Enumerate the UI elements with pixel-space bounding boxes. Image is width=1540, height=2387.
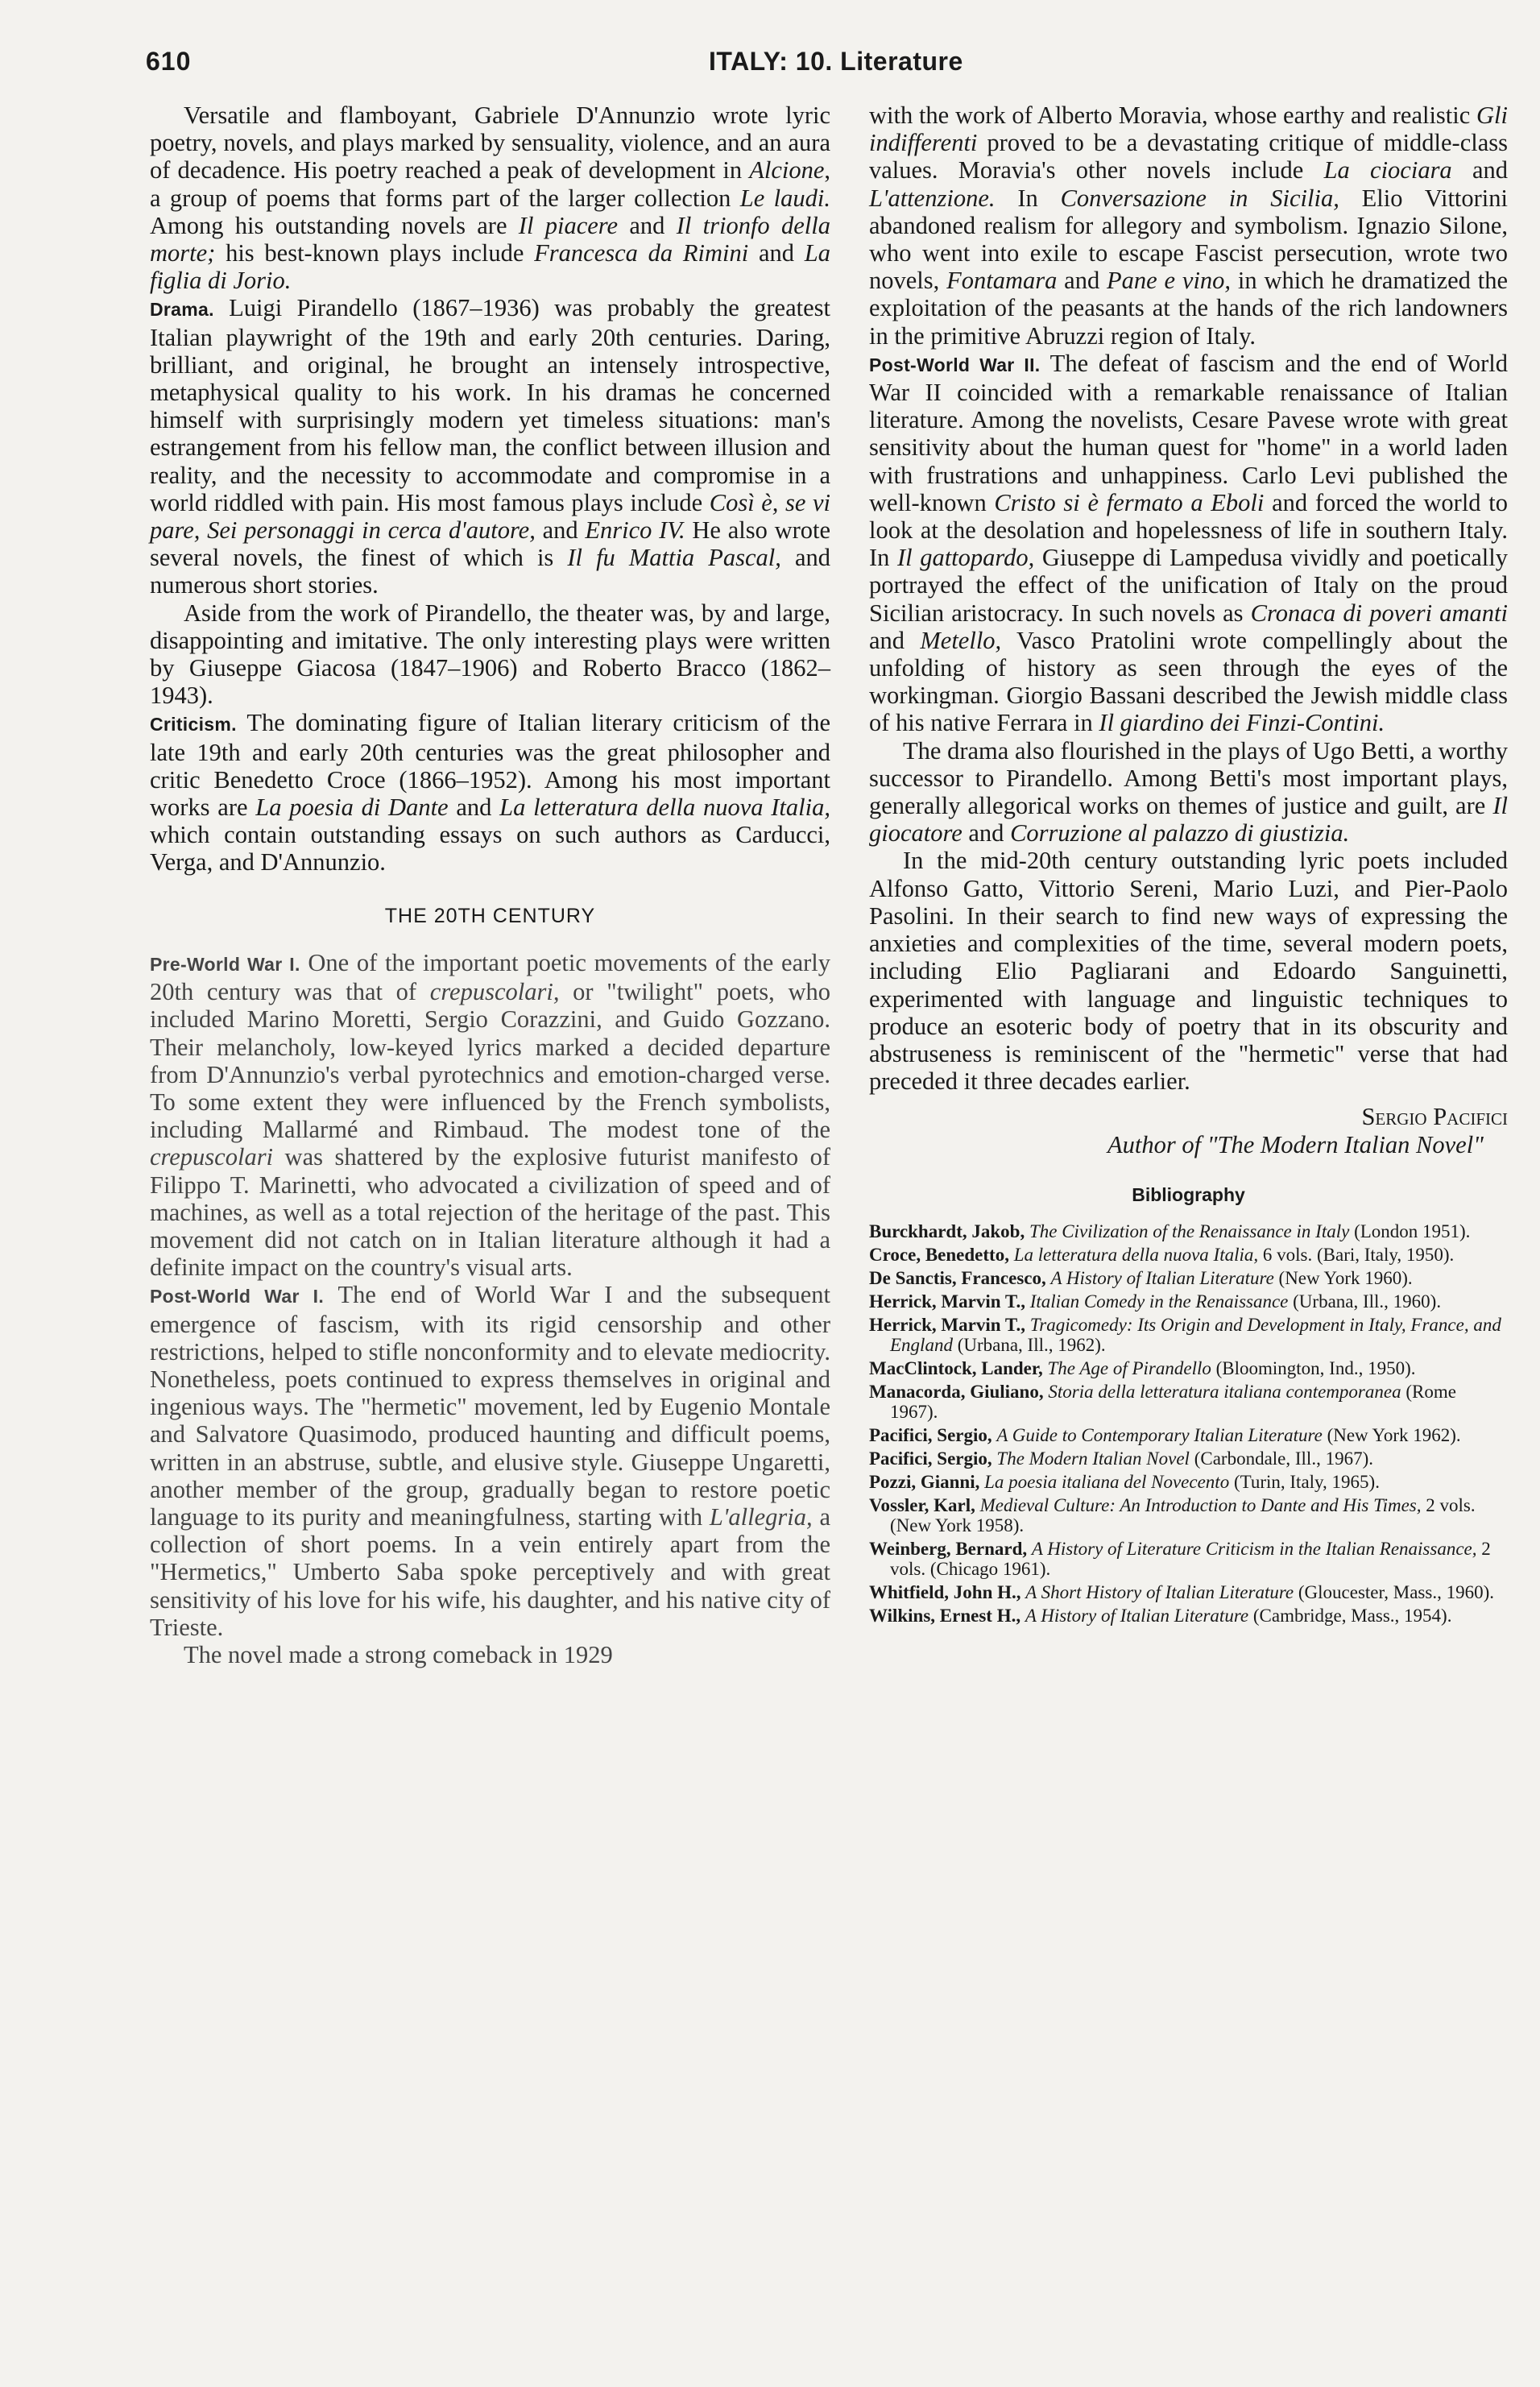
article-author: Sergio Pacifici (1361, 1103, 1508, 1131)
article-author-role: Author of "The Modern Italian Novel" (1107, 1130, 1484, 1158)
bibliography-entry: Manacorda, Giuliano, Storia della letteratura italiana contemporanea (Rome 1967). (869, 1381, 1456, 1422)
bibliography-entry: Herrick, Marvin T., Tragicomedy: Its Origin and Development in Italy, France, and England (Urbana, Ill., 1962). (869, 1314, 1501, 1355)
paragraph-theater: Aside from the work of Pirandello, the theater was, by and large, disappointing and imitative. The only interesting plays were written by Giuseppe Giacosa (1847–1906) and Roberto Bracco (1862–1943). (150, 599, 830, 710)
bibliography-entry: Pacifici, Sergio, A Guide to Contemporary Italian Literature (New York 1962). (869, 1424, 1461, 1445)
paragraph-post-world-war-ii: Post-World War II. The defeat of fascism and the end of World War II coincided with a remarkable renaissance of Italian literature. Among the novelists, Cesare Pavese wrote with great sensitivity about the human quest for "home" in a world laden with frustrations and unhappiness. Carlo Levi published the well-known Cristo si è fermato a Eboli and forced the world to look at the desolation and hopelessness of life in southern Italy. In Il gattopardo, Giuseppe di Lampedusa vividly and poetically portrayed the effect of the unification of Italy on the proud Sicilian aristocracy. In such novels as Cronaca di poveri amanti and Metello, Vasco Pratolini wrote compellingly about the unfolding of history as seen through the eyes of the workingman. Giorgio Bassani described the Jewish middle class of his native Ferrara in Il giardino dei Finzi-Contini. (869, 349, 1508, 737)
bibliography-entry: Croce, Benedetto, La letteratura della nuova Italia, 6 vols. (Bari, Italy, 1950). (869, 1244, 1455, 1265)
paragraph-novel-comeback: The novel made a strong comeback in 1929 (184, 1640, 613, 1668)
paragraph-pre-world-war-i: Pre-World War I. One of the important poetic movements of the early 20th century was that of crepuscolari, or "twilight" poets, who included Marino Moretti, Sergio Corazzini, and Guido Gozzano. Their melancholy, low-keyed lyrics marked a decided departure from D'Annunzio's verbal pyrotechnics and emotion-charged verse. To some extent they were influenced by the French symbolists, including Mallarmé and Rimbaud. The modest tone of the crepuscolari was shattered by the explosive futurist manifesto of Filippo T. Marinetti, who advocated a civilization of speed and of machines, as well as a total rejection of the heritage of the past. This movement did not catch on in Italian literature although it had a definite impact on the country's visual arts. (150, 948, 830, 1282)
paragraph-lyric-poets: In the mid-20th century outstanding lyric poets included Alfonso Gatto, Vittorio Sereni, Mario Luzi, and Pier-Paolo Pasolini. In their search to find new ways of expressing the anxieties and complexities of the time, several modern poets, including Elio Pagliarani and Edoardo Sanguinetti, experimented with language and linguistic techniques to produce an esoteric body of poetry that in its obscurity and abstruseness is reminiscent of the "hermetic" verse that had preceded it three decades earlier. (869, 847, 1508, 1096)
paragraph-drama: Drama. Luigi Pirandello (1867–1936) was probably the greatest Italian playwright of the 19th and early 20th centuries. Daring, brilliant, and original, he brought an intensely introspective, metaphysical quality to his work. In his dramas he concerned himself with surprisingly modern yet timeless situations: man's estrangement from his fellow man, the conflict between illusion and reality, and the necessity to accommodate and compromise in a world riddled with pain. His most famous plays include Così è, se vi pare, Sei personaggi in cerca d'autore, and Enrico IV. He also wrote several novels, the finest of which is Il fu Mattia Pascal, and numerous short stories. (150, 294, 831, 599)
section-title-20th-century: THE 20TH CENTURY (384, 904, 596, 927)
bibliography-entry: Pozzi, Gianni, La poesia italiana del Novecento (Turin, Italy, 1965). (869, 1471, 1380, 1492)
subhead-criticism: Criticism. (150, 714, 237, 736)
subhead-pre-world-war-i: Pre-World War I. (150, 953, 300, 975)
bibliography-title: Bibliography (1132, 1183, 1245, 1205)
bibliography-entry: Weinberg, Bernard, A History of Literature Criticism in the Italian Renaissance, 2 vols. (Chicago 1961). (869, 1538, 1491, 1579)
paragraph-criticism: Criticism. The dominating figure of Italian literary criticism of the late 19th and early 20th centuries was the great philosopher and critic Benedetto Croce (1866–1952). Among his most important works are La poesia di Dante and La letteratura della nuova Italia, which contain outstanding essays on such authors as Carducci, Verga, and D'Annunzio. (150, 709, 830, 876)
right-column (869, 102, 1508, 1629)
left-column (150, 102, 830, 1668)
bibliography-entry: Vossler, Karl, Medieval Culture: An Introduction to Dante and His Times, 2 vols. (New York 1958). (869, 1494, 1476, 1535)
paragraph-post-world-war-i: Post-World War I. The end of World War I and the subsequent emergence of fascism, with its rigid censorship and other restrictions, helped to stifle nonconformity and to elevate mediocrity. Nonetheless, poets continued to express themselves in original and ingenious ways. The "hermetic" movement, led by Eugenio Montale and Salvatore Quasimodo, produced haunting and difficult poems, written in an abstruse, subtle, and elusive style. Giuseppe Ungaretti, another member of the group, gradually began to restore poetic language to its purity and meaningfulness, starting with L'allegria, a collection of short poems. In a vein entirely apart from the "Hermetics," Umberto Saba spoke perceptively and with great sensitivity of his love for his wife, his daughter, and his native city of Trieste. (150, 1281, 831, 1641)
subhead-post-world-war-i: Post-World War I. (150, 1286, 325, 1307)
subhead-drama: Drama. (150, 299, 214, 321)
bibliography-entry: Whitfield, John H., A Short History of Italian Literature (Gloucester, Mass., 1960). (869, 1581, 1494, 1602)
bibliography-entry: Herrick, Marvin T., Italian Comedy in the Renaissance (Urbana, Ill., 1960). (869, 1291, 1442, 1312)
subhead-post-world-war-ii: Post-World War II. (869, 354, 1041, 375)
paragraph-drama-betti: The drama also flourished in the plays of Ugo Betti, a worthy successor to Pirandello. Among Betti's most important plays, generally allegorical works on themes of justice and guilt, are Il giocatore and Corruzione al palazzo di giustizia. (869, 736, 1508, 847)
running-title: ITALY: 10. Literature (709, 47, 963, 76)
paragraph-dannunzio: Versatile and flamboyant, Gabriele D'Annunzio wrote lyric poetry, novels, and plays marked by sensuality, violence, and an aura of decadence. His poetry reached a peak of development in Alcione, a group of poems that forms part of the larger collection Le laudi. Among his outstanding novels are Il piacere and Il trionfo della morte; his best-known plays include Francesca da Rimini and La figlia di Jorio. (150, 102, 831, 295)
bibliography-list (869, 1221, 1508, 1626)
bibliography-entry: Burckhardt, Jakob, The Civilization of the Renaissance in Italy (London 1951). (869, 1220, 1471, 1241)
bibliography-entry: De Sanctis, Francesco, A History of Italian Literature (New York 1960). (869, 1267, 1413, 1288)
paragraph-moravia: with the work of Alberto Moravia, whose earthy and realistic Gli indifferenti proved to be a devastating critique of middle-class values. Moravia's other novels include La ciociara and L'attenzione. In Conversazione in Sicilia, Elio Vittorini abandoned realism for allegory and symbolism. Ignazio Silone, who went into exile to escape Fascist persecution, wrote two novels, Fontamara and Pane e vino, in which he dramatized the exploitation of the peasants at the hands of the rich landowners in the primitive Abruzzi region of Italy. (869, 102, 1508, 350)
bibliography-entry: Wilkins, Ernest H., A History of Italian Literature (Cambridge, Mass., 1954). (869, 1605, 1452, 1626)
page-number: 610 (146, 47, 192, 76)
bibliography-entry: Pacifici, Sergio, The Modern Italian Novel (Carbondale, Ill., 1967). (869, 1448, 1373, 1469)
bibliography-entry: MacClintock, Lander, The Age of Pirandello (Bloomington, Ind., 1950). (869, 1357, 1416, 1378)
